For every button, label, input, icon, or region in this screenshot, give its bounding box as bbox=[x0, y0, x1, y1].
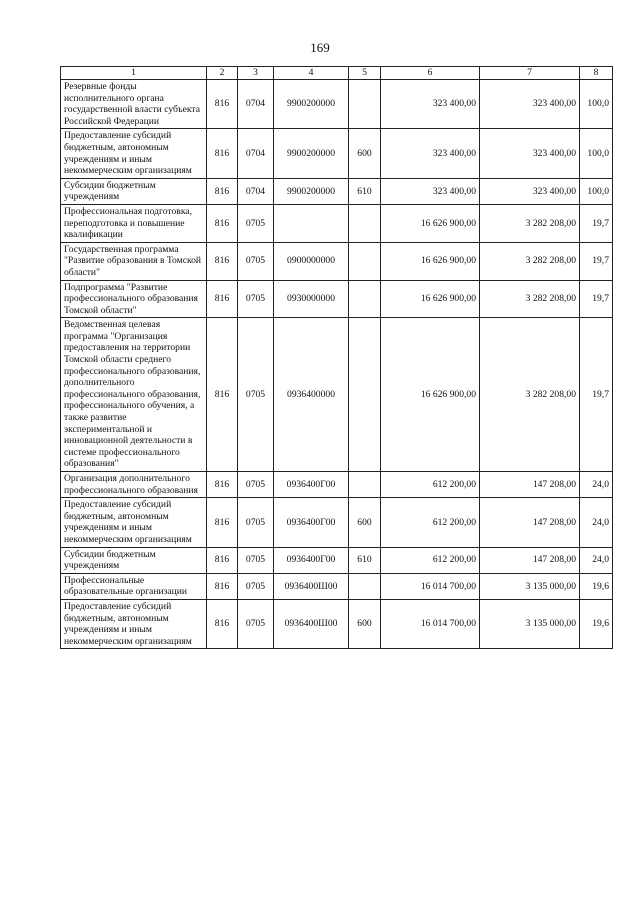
ministry-code-cell: 816 bbox=[207, 129, 238, 178]
plan-amount-cell: 16 626 900,00 bbox=[381, 204, 480, 242]
column-header: 2 bbox=[207, 67, 238, 80]
table-row bbox=[61, 573, 613, 599]
row-name-cell: Государственная программа "Развитие образования в Томской области" bbox=[61, 242, 207, 280]
expense-type-cell bbox=[349, 280, 381, 318]
column-header: 1 bbox=[61, 67, 207, 80]
actual-amount-cell: 147 208,00 bbox=[480, 547, 580, 573]
expense-type-cell bbox=[349, 204, 381, 242]
table-row bbox=[61, 498, 613, 547]
section-code-cell: 0705 bbox=[238, 204, 274, 242]
section-code-cell: 0705 bbox=[238, 599, 274, 648]
page-number: 169 bbox=[310, 40, 330, 55]
row-name-cell: Ведомственная целевая программа "Организация предоставления на территории Томской области среднего профессионального образования, дополнительного профессионального образования, профессионального обучения, а также развитие экспериментальной и инновационной деятельности в системе профессионального образования" bbox=[61, 318, 207, 472]
actual-amount-cell: 3 135 000,00 bbox=[480, 599, 580, 648]
percent-cell: 19,7 bbox=[580, 242, 613, 280]
row-name-cell: Резервные фонды исполнительного органа государственной власти субъекта Российской Федерации bbox=[61, 80, 207, 129]
ministry-code-cell: 816 bbox=[207, 280, 238, 318]
section-code-cell: 0705 bbox=[238, 573, 274, 599]
table-row bbox=[61, 280, 613, 318]
actual-amount-cell: 147 208,00 bbox=[480, 498, 580, 547]
row-name-cell: Предоставление субсидий бюджетным, автономным учреждениям и иным некоммерческим организациям bbox=[61, 129, 207, 178]
section-code-cell: 0705 bbox=[238, 472, 274, 498]
actual-amount-cell: 147 208,00 bbox=[480, 472, 580, 498]
section-code-cell: 0704 bbox=[238, 80, 274, 129]
table-row bbox=[61, 242, 613, 280]
target-article-cell: 0936400000 bbox=[274, 318, 349, 472]
column-header: 6 bbox=[381, 67, 480, 80]
ministry-code-cell: 816 bbox=[207, 573, 238, 599]
ministry-code-cell: 816 bbox=[207, 599, 238, 648]
ministry-code-cell: 816 bbox=[207, 204, 238, 242]
table-row bbox=[61, 204, 613, 242]
actual-amount-cell: 3 282 208,00 bbox=[480, 280, 580, 318]
percent-cell: 19,6 bbox=[580, 573, 613, 599]
plan-amount-cell: 16 014 700,00 bbox=[381, 573, 480, 599]
target-article-cell: 9900200000 bbox=[274, 178, 349, 204]
budget-table bbox=[60, 66, 613, 649]
percent-cell: 24,0 bbox=[580, 498, 613, 547]
table-row bbox=[61, 599, 613, 648]
plan-amount-cell: 612 200,00 bbox=[381, 498, 480, 547]
row-name-cell: Предоставление субсидий бюджетным, автономным учреждениям и иным некоммерческим организациям bbox=[61, 498, 207, 547]
actual-amount-cell: 323 400,00 bbox=[480, 178, 580, 204]
table-row bbox=[61, 129, 613, 178]
target-article-cell: 9900200000 bbox=[274, 129, 349, 178]
ministry-code-cell: 816 bbox=[207, 178, 238, 204]
header-row bbox=[61, 67, 613, 80]
percent-cell: 19,7 bbox=[580, 204, 613, 242]
plan-amount-cell: 16 014 700,00 bbox=[381, 599, 480, 648]
plan-amount-cell: 323 400,00 bbox=[381, 129, 480, 178]
section-code-cell: 0705 bbox=[238, 498, 274, 547]
ministry-code-cell: 816 bbox=[207, 242, 238, 280]
column-header: 4 bbox=[274, 67, 349, 80]
section-code-cell: 0705 bbox=[238, 242, 274, 280]
ministry-code-cell: 816 bbox=[207, 498, 238, 547]
percent-cell: 24,0 bbox=[580, 472, 613, 498]
column-header: 8 bbox=[580, 67, 613, 80]
target-article-cell: 0900000000 bbox=[274, 242, 349, 280]
column-header: 5 bbox=[349, 67, 381, 80]
target-article-cell: 0936400Ш00 bbox=[274, 573, 349, 599]
target-article-cell bbox=[274, 204, 349, 242]
expense-type-cell bbox=[349, 472, 381, 498]
plan-amount-cell: 323 400,00 bbox=[381, 178, 480, 204]
section-code-cell: 0705 bbox=[238, 280, 274, 318]
actual-amount-cell: 3 282 208,00 bbox=[480, 242, 580, 280]
section-code-cell: 0705 bbox=[238, 318, 274, 472]
target-article-cell: 9900200000 bbox=[274, 80, 349, 129]
table-row bbox=[61, 318, 613, 472]
ministry-code-cell: 816 bbox=[207, 318, 238, 472]
row-name-cell: Субсидии бюджетным учреждениям bbox=[61, 178, 207, 204]
target-article-cell: 0930000000 bbox=[274, 280, 349, 318]
section-code-cell: 0704 bbox=[238, 178, 274, 204]
percent-cell: 19,7 bbox=[580, 318, 613, 472]
expense-type-cell bbox=[349, 573, 381, 599]
ministry-code-cell: 816 bbox=[207, 80, 238, 129]
section-code-cell: 0705 bbox=[238, 547, 274, 573]
row-name-cell: Предоставление субсидий бюджетным, автономным учреждениям и иным некоммерческим организациям bbox=[61, 599, 207, 648]
plan-amount-cell: 612 200,00 bbox=[381, 472, 480, 498]
expense-type-cell bbox=[349, 242, 381, 280]
actual-amount-cell: 3 282 208,00 bbox=[480, 204, 580, 242]
expense-type-cell: 600 bbox=[349, 498, 381, 547]
expense-type-cell: 600 bbox=[349, 599, 381, 648]
column-header: 7 bbox=[480, 67, 580, 80]
expense-type-cell: 600 bbox=[349, 129, 381, 178]
table-row bbox=[61, 80, 613, 129]
target-article-cell: 0936400Г00 bbox=[274, 472, 349, 498]
table-row bbox=[61, 178, 613, 204]
plan-amount-cell: 16 626 900,00 bbox=[381, 318, 480, 472]
plan-amount-cell: 16 626 900,00 bbox=[381, 242, 480, 280]
row-name-cell: Профессиональная подготовка, переподготовка и повышение квалификации bbox=[61, 204, 207, 242]
percent-cell: 19,7 bbox=[580, 280, 613, 318]
percent-cell: 100,0 bbox=[580, 129, 613, 178]
row-name-cell: Профессиональные образовательные организации bbox=[61, 573, 207, 599]
percent-cell: 19,6 bbox=[580, 599, 613, 648]
expense-type-cell bbox=[349, 318, 381, 472]
table-body bbox=[61, 80, 613, 649]
section-code-cell: 0704 bbox=[238, 129, 274, 178]
target-article-cell: 0936400Г00 bbox=[274, 547, 349, 573]
percent-cell: 100,0 bbox=[580, 178, 613, 204]
table-row bbox=[61, 472, 613, 498]
ministry-code-cell: 816 bbox=[207, 547, 238, 573]
expense-type-cell: 610 bbox=[349, 178, 381, 204]
expense-type-cell bbox=[349, 80, 381, 129]
percent-cell: 100,0 bbox=[580, 80, 613, 129]
plan-amount-cell: 323 400,00 bbox=[381, 80, 480, 129]
row-name-cell: Субсидии бюджетным учреждениям bbox=[61, 547, 207, 573]
percent-cell: 24,0 bbox=[580, 547, 613, 573]
ministry-code-cell: 816 bbox=[207, 472, 238, 498]
actual-amount-cell: 323 400,00 bbox=[480, 80, 580, 129]
row-name-cell: Организация дополнительного профессионального образования bbox=[61, 472, 207, 498]
table-row bbox=[61, 547, 613, 573]
expense-type-cell: 610 bbox=[349, 547, 381, 573]
actual-amount-cell: 3 282 208,00 bbox=[480, 318, 580, 472]
target-article-cell: 0936400Ш00 bbox=[274, 599, 349, 648]
actual-amount-cell: 3 135 000,00 bbox=[480, 573, 580, 599]
row-name-cell: Подпрограмма "Развитие профессионального образования Томской области" bbox=[61, 280, 207, 318]
plan-amount-cell: 612 200,00 bbox=[381, 547, 480, 573]
actual-amount-cell: 323 400,00 bbox=[480, 129, 580, 178]
column-header: 3 bbox=[238, 67, 274, 80]
target-article-cell: 0936400Г00 bbox=[274, 498, 349, 547]
plan-amount-cell: 16 626 900,00 bbox=[381, 280, 480, 318]
